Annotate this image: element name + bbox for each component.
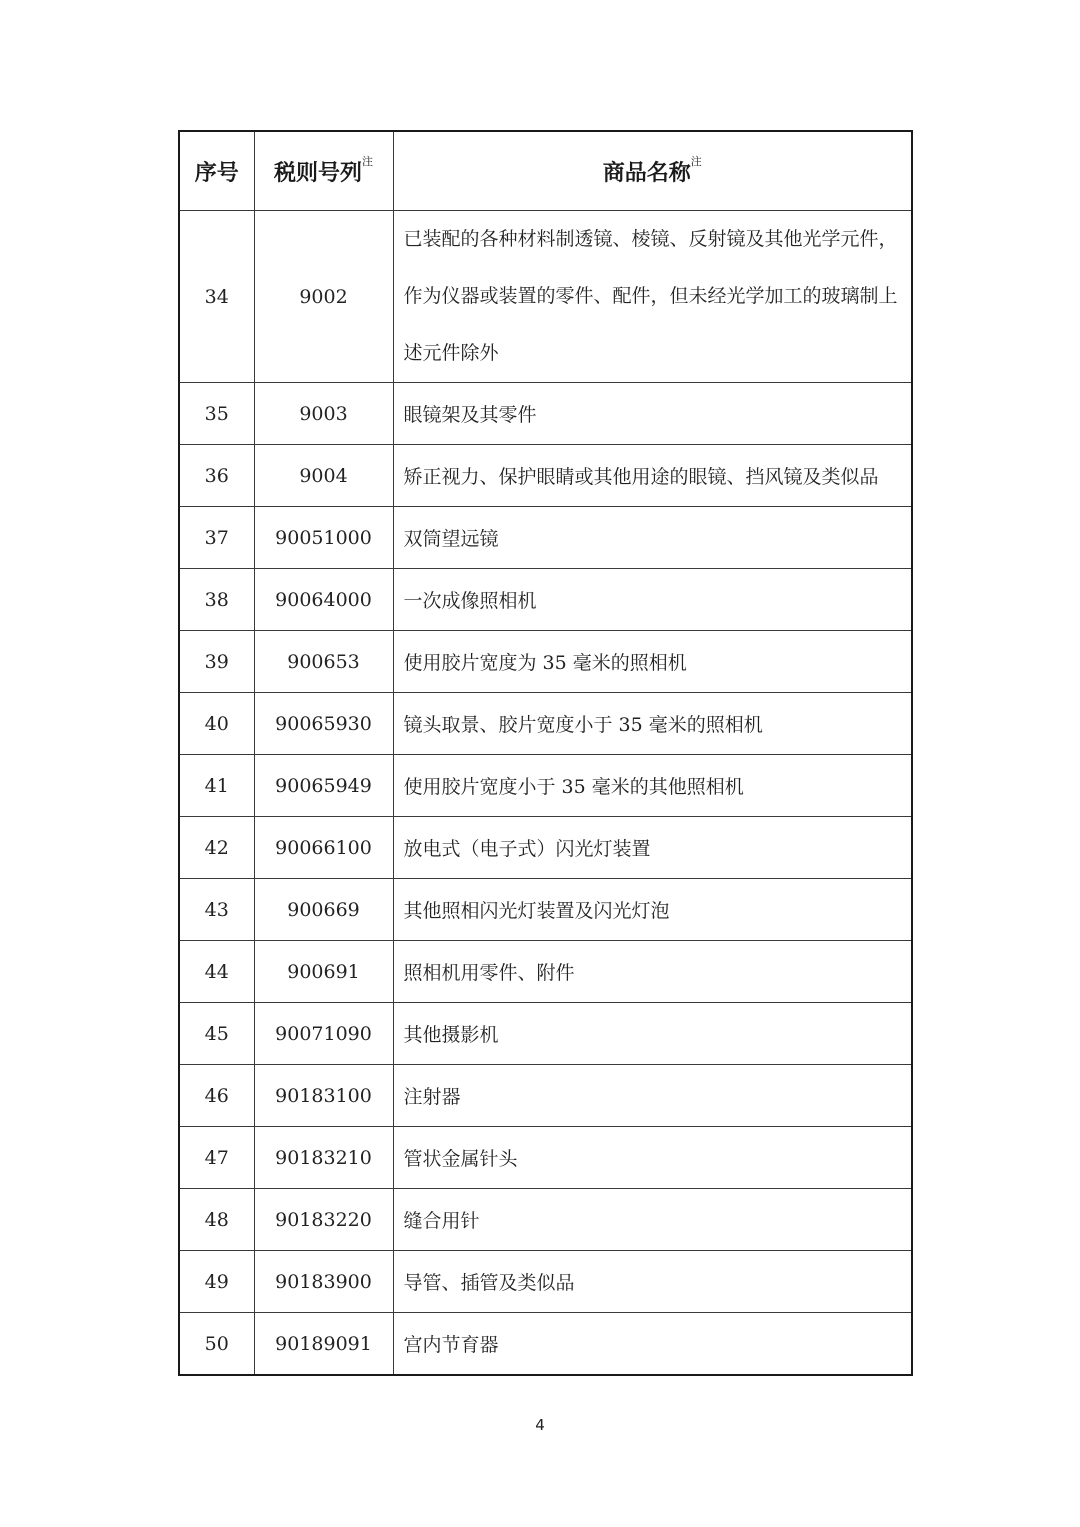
row-name: 矫正视力、保护眼睛或其他用途的眼镜、挡风镜及类似品 <box>393 445 912 507</box>
row-code: 90183100 <box>254 1065 393 1127</box>
row-code: 90065930 <box>254 693 393 755</box>
row-code: 900669 <box>254 879 393 941</box>
row-seq: 34 <box>179 211 254 383</box>
row-seq: 39 <box>179 631 254 693</box>
row-code: 9004 <box>254 445 393 507</box>
table-row <box>179 507 912 569</box>
row-seq: 41 <box>179 755 254 817</box>
row-seq: 38 <box>179 569 254 631</box>
row-code: 90183220 <box>254 1189 393 1251</box>
row-code: 90183900 <box>254 1251 393 1313</box>
row-name: 缝合用针 <box>393 1189 912 1251</box>
row-name: 眼镜架及其零件 <box>393 383 912 445</box>
row-seq: 50 <box>179 1313 254 1376</box>
table-row <box>179 1251 912 1313</box>
table-row <box>179 569 912 631</box>
table-row <box>179 211 912 383</box>
row-name: 其他照相闪光灯装置及闪光灯泡 <box>393 879 912 941</box>
row-name: 其他摄影机 <box>393 1003 912 1065</box>
row-seq: 40 <box>179 693 254 755</box>
row-name: 使用胶片宽度为 35 毫米的照相机 <box>393 631 912 693</box>
row-seq: 43 <box>179 879 254 941</box>
row-name: 注射器 <box>393 1065 912 1127</box>
table-row <box>179 755 912 817</box>
row-seq: 35 <box>179 383 254 445</box>
table-row <box>179 1127 912 1189</box>
row-seq: 49 <box>179 1251 254 1313</box>
row-code: 90183210 <box>254 1127 393 1189</box>
header-code-note: 注 <box>362 155 373 169</box>
table-row <box>179 383 912 445</box>
header-name: 商品名称$^注$ <box>393 131 912 211</box>
table-row <box>179 631 912 693</box>
row-seq: 42 <box>179 817 254 879</box>
row-seq: 37 <box>179 507 254 569</box>
row-seq: 48 <box>179 1189 254 1251</box>
table-row <box>179 1065 912 1127</box>
header-code: 税则号列$^注$ <box>254 131 393 211</box>
row-name: 一次成像照相机 <box>393 569 912 631</box>
row-code: 90064000 <box>254 569 393 631</box>
row-code: 90071090 <box>254 1003 393 1065</box>
row-code: 900653 <box>254 631 393 693</box>
header-seq: 序号 <box>179 131 254 211</box>
table-row <box>179 879 912 941</box>
row-name: 管状金属针头 <box>393 1127 912 1189</box>
row-code: 9002 <box>254 211 393 383</box>
table-row <box>179 693 912 755</box>
row-seq: 36 <box>179 445 254 507</box>
row-seq: 44 <box>179 941 254 1003</box>
table-row <box>179 1313 912 1376</box>
row-name: 双筒望远镜 <box>393 507 912 569</box>
row-seq: 45 <box>179 1003 254 1065</box>
row-name: 导管、插管及类似品 <box>393 1251 912 1313</box>
row-name: 照相机用零件、附件 <box>393 941 912 1003</box>
row-code: 90051000 <box>254 507 393 569</box>
row-seq: 47 <box>179 1127 254 1189</box>
row-code: 90066100 <box>254 817 393 879</box>
table-row <box>179 941 912 1003</box>
row-code: 90065949 <box>254 755 393 817</box>
row-name: 放电式（电子式）闪光灯装置 <box>393 817 912 879</box>
row-code: 900691 <box>254 941 393 1003</box>
table-row <box>179 445 912 507</box>
header-name-note: 注 <box>690 155 702 169</box>
tariff-table <box>178 130 913 1376</box>
table-row <box>179 1003 912 1065</box>
row-name: 宫内节育器 <box>393 1313 912 1376</box>
row-name: 镜头取景、胶片宽度小于 35 毫米的照相机 <box>393 693 912 755</box>
row-code: 90189091 <box>254 1313 393 1376</box>
row-name: 使用胶片宽度小于 35 毫米的其他照相机 <box>393 755 912 817</box>
page-number: 4 <box>535 1416 545 1434</box>
table-header-row <box>179 131 912 211</box>
row-code: 9003 <box>254 383 393 445</box>
row-name: 已装配的各种材料制透镜、棱镜、反射镜及其他光学元件，作为仪器或装置的零件、配件，但未经光学加工的玻璃制上述元件除外 <box>393 211 912 383</box>
table-row <box>179 817 912 879</box>
row-seq: 46 <box>179 1065 254 1127</box>
table-row <box>179 1189 912 1251</box>
